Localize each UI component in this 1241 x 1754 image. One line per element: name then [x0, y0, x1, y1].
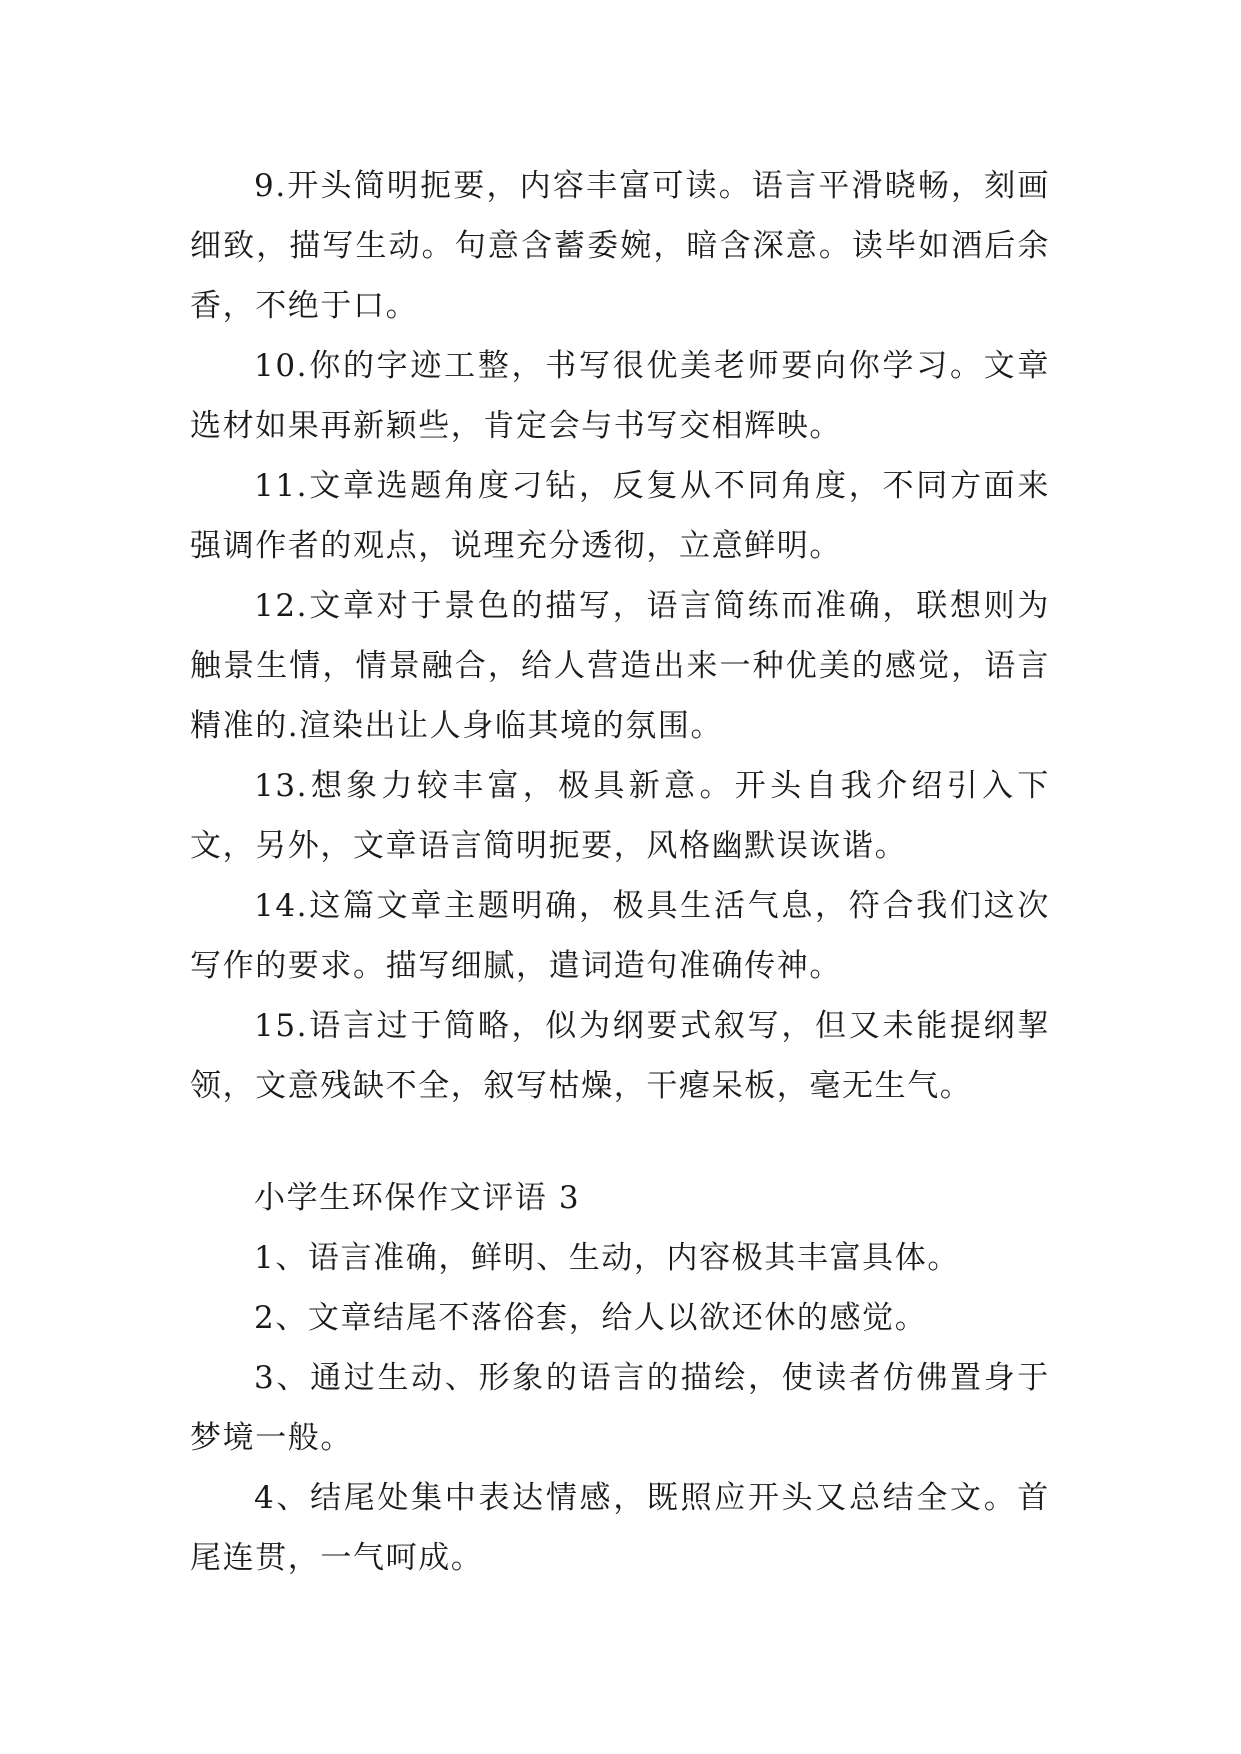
comment-paragraph-15: 15.语言过于简略，似为纲要式叙写，但又未能提纲挈领，文意残缺不全，叙写枯燥，干瘪呆板，毫无生气。	[190, 1008, 1050, 1104]
section-spacer	[190, 1116, 1050, 1168]
comment-paragraph-14: 14.这篇文章主题明确，极具生活气息，符合我们这次写作的要求。描写细腻，遣词造句准确传神。	[190, 888, 1050, 984]
section-title: 小学生环保作文评语 3	[254, 1180, 581, 1216]
comment-paragraph-9: 9.开头简明扼要，内容丰富可读。语言平滑晓畅，刻画细致，描写生动。句意含蓄委婉，暗含深意。读毕如酒后余香，不绝于口。	[190, 168, 1050, 324]
comment-paragraph-10: 10.你的字迹工整，书写很优美老师要向你学习。文章选材如果再新颖些，肯定会与书写交相辉映。	[190, 348, 1050, 444]
comment-paragraph-1: 1、语言准确，鲜明、生动，内容极其丰富具体。	[254, 1240, 960, 1276]
comment-paragraph-12: 12.文章对于景色的描写，语言简练而准确，联想则为触景生情，情景融合，给人营造出来一种优美的感觉，语言精准的.渲染出让人身临其境的氛围。	[190, 588, 1050, 744]
comment-paragraph-13: 13.想象力较丰富，极具新意。开头自我介绍引入下文，另外，文章语言简明扼要，风格幽默误诙谐。	[190, 768, 1050, 864]
comment-paragraph-11: 11.文章选题角度刁钻，反复从不同角度，不同方面来强调作者的观点，说理充分透彻，立意鲜明。	[190, 468, 1050, 564]
document-body	[190, 156, 1050, 1588]
comment-paragraph-3: 3、通过生动、形象的语言的描绘，使读者仿佛置身于梦境一般。	[190, 1360, 1050, 1456]
comment-paragraph-2: 2、文章结尾不落俗套，给人以欲还休的感觉。	[254, 1300, 928, 1336]
comment-paragraph-4: 4、结尾处集中表达情感，既照应开头又总结全文。首尾连贯，一气呵成。	[190, 1480, 1050, 1576]
